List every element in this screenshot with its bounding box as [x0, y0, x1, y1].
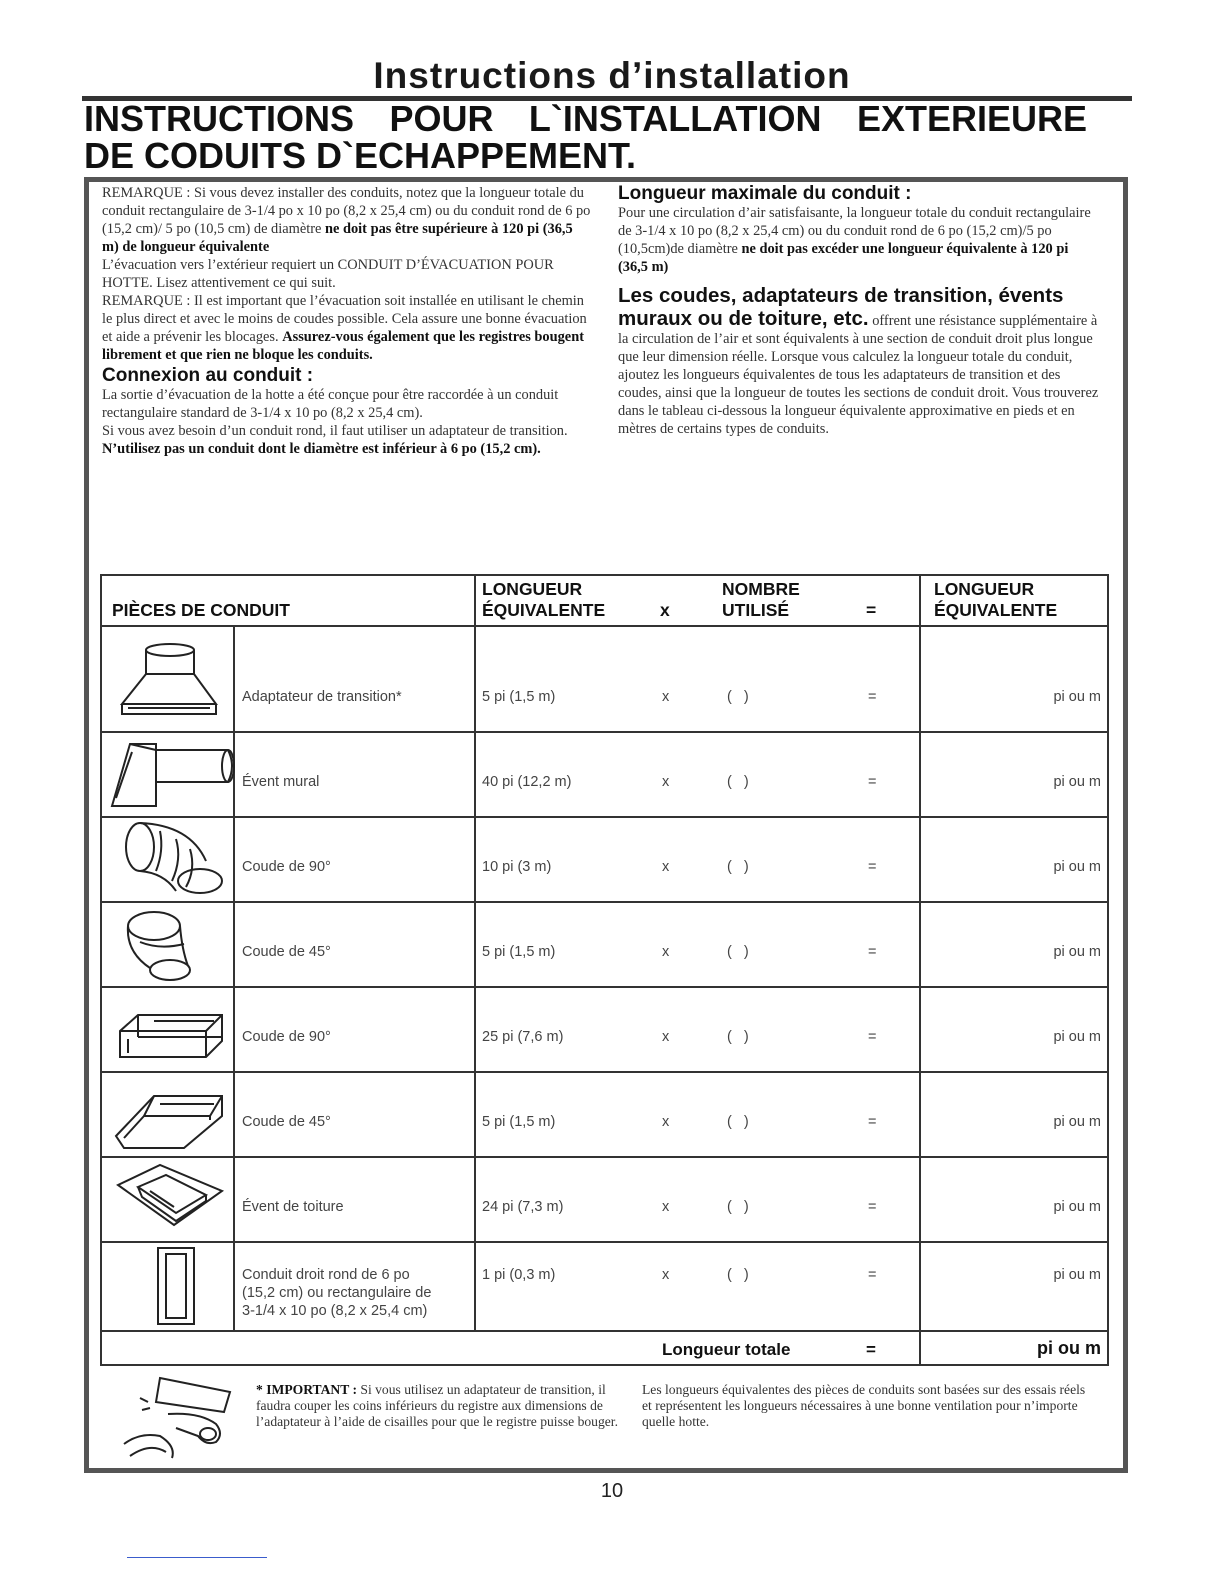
header-result: LONGUEUR ÉQUIVALENTE	[934, 579, 1058, 620]
longueur-heading: Longueur maximale du conduit :	[618, 183, 912, 204]
col-divider	[474, 576, 476, 627]
row-unit: pi ou m	[1053, 1114, 1101, 1130]
total-unit: pi ou m	[1037, 1338, 1101, 1358]
row-label: Coude de 90°	[242, 859, 331, 875]
row-count: ( )	[727, 859, 749, 875]
page-number: 10	[600, 1480, 624, 1502]
row-label: Coude de 90°	[242, 1029, 331, 1045]
duct-table	[100, 574, 1109, 1366]
total-label: Longueur totale	[662, 1340, 791, 1359]
row-unit: pi ou m	[1053, 1029, 1101, 1045]
main-title-word: L`INSTALLATION	[528, 98, 822, 139]
row-label: Évent de toiture	[242, 1199, 344, 1215]
row-equals: =	[868, 944, 877, 960]
row-equals: =	[868, 1029, 877, 1045]
row-divider	[102, 1330, 1107, 1332]
connexion-paragraph: La sortie d’évacuation de la hotte a été conçue pour être raccordée à un conduit rectangulaire standard de 3-1/4 x 10 po (8,2 x 25,4 cm).	[102, 387, 559, 421]
row-times: x	[662, 944, 670, 960]
row-length: 40 pi (12,2 m)	[482, 774, 572, 790]
row-length: 5 pi (1,5 m)	[482, 689, 556, 705]
roof-vent-icon	[110, 1161, 228, 1239]
row-times: x	[662, 774, 670, 790]
row-label: Adaptateur de transition*	[242, 689, 402, 705]
connexion-heading: Connexion au conduit :	[102, 365, 314, 386]
coudes-paragraph: Les coudes, adaptateurs de transition, évents muraux ou de toiture, etc. offrent une résistance supplémentaire à la circulation de l’air et sont équivalents à une section de conduit droit plus longue que leur dimension réelle. Lorsque vous calculez la longueur totale du conduit, ajoutez les longueurs équivalentes de tous les adaptateurs de transition et des coudes, ainsi que la longueur de toutes les sections de conduit droit. Vous trouverez dans le tableau ci-dessous la longueur équivalente approximative en pieds et en mètres de certains types de conduits.	[618, 284, 1099, 437]
round-elbow-90-icon	[110, 821, 228, 899]
main-title-word: EXTERIEURE	[856, 98, 1087, 139]
evacuation-paragraph: L’évacuation vers l’extérieur requiert un CONDUIT D’ÉVACUATION POUR HOTTE. Lisez attentivement ce qui suit.	[102, 257, 554, 291]
wall-vent-icon	[110, 736, 228, 814]
main-title	[84, 100, 1144, 174]
bottom-link-line[interactable]	[127, 1557, 267, 1558]
row-label: Conduit droit rond de 6 po (15,2 cm) ou rectangulaire de 3-1/4 x 10 po (8,2 x 25,4 cm)	[242, 1267, 432, 1319]
row-equals: =	[868, 1267, 877, 1283]
col-divider	[919, 576, 921, 1366]
row-unit: pi ou m	[1053, 689, 1101, 705]
row-count: ( )	[727, 1267, 749, 1283]
main-title-line2: DE CODUITS D`ECHAPPEMENT.	[84, 135, 637, 176]
row-equals: =	[868, 774, 877, 790]
row-times: x	[662, 1267, 670, 1283]
lengths-note: Les longueurs équivalentes des pièces de conduits sont basées sur des essais réels et représentent les longueurs nécessaires à une bonne ventilation pour n’importe quelle hotte.	[642, 1382, 1086, 1429]
row-divider	[102, 1071, 1107, 1073]
row-times: x	[662, 1114, 670, 1130]
row-label: Coude de 45°	[242, 1114, 331, 1130]
rect-elbow-90-icon	[110, 991, 228, 1069]
row-divider	[102, 731, 1107, 733]
coudes-heading: Les coudes, adaptateurs de transition, évents muraux ou de toiture, etc.	[618, 284, 1064, 330]
row-length: 24 pi (7,3 m)	[482, 1199, 564, 1215]
main-title-word: INSTRUCTIONS	[84, 98, 354, 139]
remarque2-paragraph: REMARQUE : Il est important que l’évacuation soit installée en utilisant le chemin le plus direct et avec le moins de coudes possible. Cela assure une bonne évacuation et aide a prévenir les blocages. Assurez-vous également que les registres bougent librement et que rien ne bloque les conduits.	[102, 293, 587, 363]
right-column	[618, 184, 1100, 438]
row-count: ( )	[727, 944, 749, 960]
connexion-paragraph-2: Si vous avez besoin d’un conduit rond, il faut utiliser un adaptateur de transition. N’utilisez pas un conduit dont le diamètre est inférieur à 6 po (15,2 cm).	[102, 423, 568, 457]
row-count: ( )	[727, 689, 749, 705]
shears-cutting-icon	[120, 1372, 240, 1462]
row-label: Évent mural	[242, 774, 320, 790]
header-nombre: NOMBRE UTILISÉ	[722, 579, 800, 620]
row-count: ( )	[727, 774, 749, 790]
header-title: Instructions d’installation	[373, 55, 851, 96]
transition-adapter-icon	[110, 634, 228, 726]
row-times: x	[662, 1199, 670, 1215]
row-count: ( )	[727, 1029, 749, 1045]
row-length: 25 pi (7,6 m)	[482, 1029, 564, 1045]
row-equals: =	[868, 1114, 877, 1130]
row-length: 10 pi (3 m)	[482, 859, 552, 875]
row-unit: pi ou m	[1053, 1267, 1101, 1283]
longueur-paragraph: Pour une circulation d’air satisfaisante, la longueur totale du conduit rectangulaire de 3-1/4 x 10 po (8,2 x 25,4 cm) ou du conduit rond de 6 po (15,2 cm)/5 po (10,5cm)de diamètre ne doit pas excéder une longueur équivalente à 120 pi (36,5 m)	[618, 205, 1091, 275]
total-equals: =	[866, 1340, 876, 1359]
round-elbow-45-icon	[110, 906, 228, 984]
row-divider	[102, 816, 1107, 818]
rect-elbow-45-icon	[110, 1076, 228, 1154]
row-unit: pi ou m	[1053, 859, 1101, 875]
remarque-paragraph: REMARQUE : Si vous devez installer des conduits, notez que la longueur totale du conduit rectangulaire de 3-1/4 po x 10 po (8,2 x 25,4 cm) ou du conduit rond de 6 po (15,2 cm)/ 5 po (10,5 cm) de diamètre ne doit pas être supérieure à 120 pi (36,5 m) de longueur équivalente	[102, 185, 591, 255]
row-divider	[102, 625, 1107, 627]
row-length: 5 pi (1,5 m)	[482, 1114, 556, 1130]
header-longueur: LONGUEUR ÉQUIVALENTE	[482, 579, 606, 620]
header-pieces: PIÈCES DE CONDUIT	[112, 600, 290, 620]
row-equals: =	[868, 1199, 877, 1215]
important-note: * IMPORTANT : Si vous utilisez un adaptateur de transition, il faudra couper les coins inférieurs du registre aux dimensions de l’adaptateur à l’aide de cisailles pour que le registre puisse bouger.	[256, 1382, 618, 1429]
straight-duct-icon	[110, 1246, 228, 1328]
row-count: ( )	[727, 1114, 749, 1130]
row-times: x	[662, 1029, 670, 1045]
header-equals: =	[866, 600, 877, 620]
row-divider	[102, 1156, 1107, 1158]
row-count: ( )	[727, 1199, 749, 1215]
row-equals: =	[868, 859, 877, 875]
left-column	[102, 184, 592, 458]
row-divider	[102, 901, 1107, 903]
row-equals: =	[868, 689, 877, 705]
header-times: x	[660, 600, 670, 620]
row-unit: pi ou m	[1053, 1199, 1101, 1215]
row-divider	[102, 986, 1107, 988]
row-label: Coude de 45°	[242, 944, 331, 960]
row-unit: pi ou m	[1053, 944, 1101, 960]
row-unit: pi ou m	[1053, 774, 1101, 790]
row-length: 5 pi (1,5 m)	[482, 944, 556, 960]
main-title-word: POUR	[389, 98, 494, 139]
row-times: x	[662, 689, 670, 705]
row-times: x	[662, 859, 670, 875]
row-divider	[102, 1241, 1107, 1243]
row-length: 1 pi (0,3 m)	[482, 1267, 556, 1283]
